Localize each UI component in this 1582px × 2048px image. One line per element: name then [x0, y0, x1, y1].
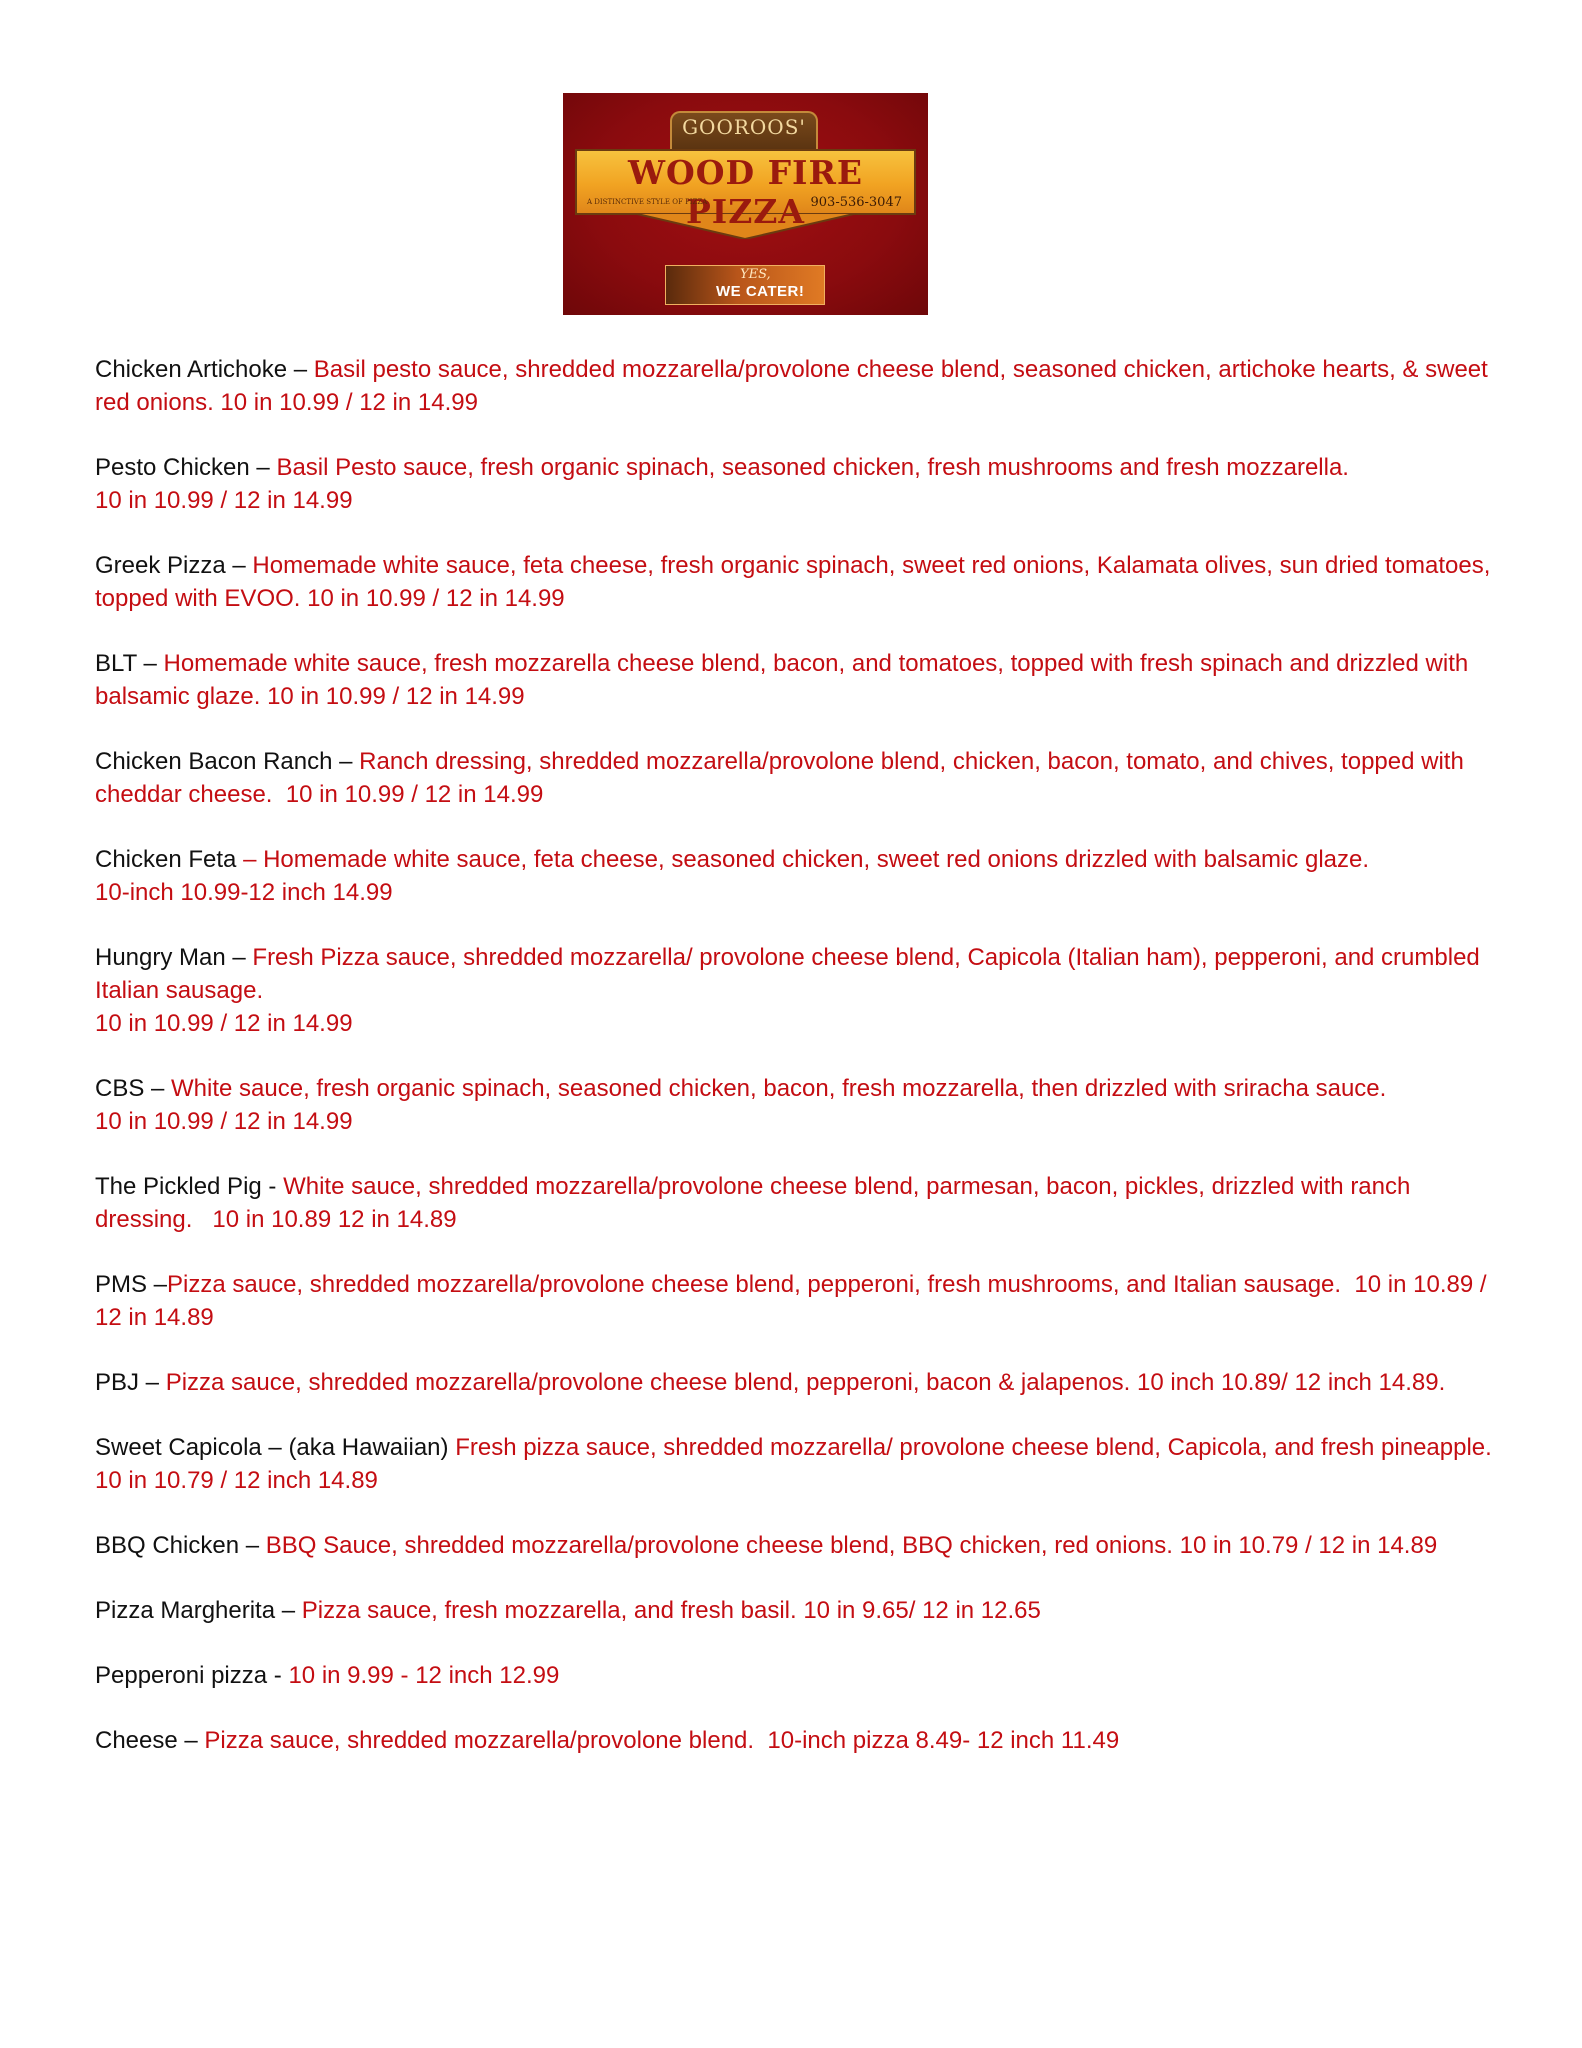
item-description: – Homemade white sauce, feta cheese, seasoned chicken, sweet red onions drizzled with balsamic glaze. — [243, 846, 1370, 873]
item-description: White sauce, fresh organic spinach, seasoned chicken, bacon, fresh mozzarella, then drizzled with sriracha sauce. — [171, 1075, 1387, 1102]
item-price: 10 in 10.99 / 12 in 14.99 — [267, 683, 525, 710]
item-price: 10 in 10.79 / 12 inch 14.89 — [95, 1467, 378, 1494]
logo-title: WOOD FIRE PIZZA — [627, 153, 864, 231]
menu-item — [95, 1724, 1495, 1757]
item-price: 10 inch 10.89/ 12 inch 14.89. — [1137, 1369, 1446, 1396]
item-name: Sweet Capicola – (aka Hawaiian) — [95, 1434, 456, 1461]
item-description: Pizza sauce, fresh mozzarella, and fresh basil. — [301, 1597, 804, 1624]
item-price: 10 in 10.89 12 in 14.89 — [212, 1206, 457, 1233]
item-price: 10 in 9.99 - 12 inch 12.99 — [288, 1662, 560, 1689]
item-price: 10 in 10.99 / 12 in 14.99 — [307, 585, 565, 612]
item-description: Basil pesto sauce, shredded mozzarella/provolone cheese blend, seasoned chicken, artichoke hearts, & sweet red onions. — [95, 356, 1495, 416]
item-price: 10-inch 10.99-12 inch 14.99 — [95, 879, 393, 906]
menu-item — [95, 1431, 1506, 1497]
item-name: BLT – — [95, 650, 164, 677]
catering-text: WE CATER! — [716, 283, 805, 300]
menu-item — [95, 1268, 1495, 1334]
item-price: 10 in 10.99 / 12 in 14.99 — [220, 389, 478, 416]
menu-item — [95, 1529, 1495, 1562]
menu-item — [95, 941, 1495, 1040]
item-description: White sauce, shredded mozzarella/provolone cheese blend, parmesan, bacon, pickles, drizzled with ranch dressing. — [95, 1173, 1418, 1233]
item-name: Pepperoni pizza - — [95, 1662, 289, 1689]
menu-item — [95, 647, 1495, 713]
item-name: PMS – — [95, 1271, 168, 1298]
menu-item — [95, 1659, 1495, 1692]
item-price: 10 in 9.65/ 12 in 12.65 — [803, 1597, 1041, 1624]
item-price: 10 in 10.99 / 12 in 14.99 — [95, 1010, 353, 1037]
logo-brand: GOOROOS' — [682, 115, 806, 139]
menu-item — [95, 745, 1495, 811]
item-name: Pizza Margherita – — [95, 1597, 302, 1624]
item-name: Chicken Bacon Ranch – — [95, 748, 360, 775]
item-name: Pesto Chicken – — [95, 454, 277, 481]
item-price: 10 in 10.99 / 12 in 14.99 — [95, 487, 353, 514]
item-description: BBQ Sauce, shredded mozzarella/provolone cheese blend, BBQ chicken, red onions. — [265, 1532, 1180, 1559]
menu-item — [95, 353, 1495, 419]
restaurant-logo — [563, 93, 928, 315]
item-name: Cheese – — [95, 1727, 205, 1754]
item-name: PBJ – — [95, 1369, 166, 1396]
item-price: 10 in 10.99 / 12 in 14.99 — [95, 1108, 353, 1135]
item-description: Fresh pizza sauce, shredded mozzarella/ provolone cheese blend, Capicola, and fresh pineapple. — [455, 1434, 1506, 1461]
menu-item — [95, 1594, 1495, 1627]
item-name: CBS – — [95, 1075, 172, 1102]
item-name: Greek Pizza – — [95, 552, 253, 579]
item-description: Ranch dressing, shredded mozzarella/provolone blend, chicken, bacon, tomato, and chives, topped with cheddar cheese. — [95, 748, 1471, 808]
menu-item — [95, 549, 1498, 615]
logo-tagline: A DISTINCTIVE STYLE OF PIZZA — [587, 198, 708, 206]
item-name: BBQ Chicken – — [95, 1532, 266, 1559]
logo-phone: 903-536-3047 — [810, 195, 902, 210]
item-description: Pizza sauce, shredded mozzarella/provolone blend. — [204, 1727, 768, 1754]
menu-item — [95, 1170, 1495, 1236]
item-description: Basil Pesto sauce, fresh organic spinach, seasoned chicken, fresh mushrooms and fresh mozzarella. — [276, 454, 1349, 481]
item-description: Homemade white sauce, feta cheese, fresh organic spinach, sweet red onions, Kalamata olives, sun dried tomatoes, topped with EVOO. — [95, 552, 1498, 612]
menu-item — [95, 1366, 1495, 1399]
item-price: 10-inch pizza 8.49- 12 inch 11.49 — [767, 1727, 1120, 1754]
item-price: 10 in 10.89 / 12 in 14.89 — [95, 1271, 1494, 1331]
menu-item — [95, 451, 1495, 517]
item-price: 10 in 10.99 / 12 in 14.99 — [285, 781, 544, 808]
item-description: Fresh Pizza sauce, shredded mozzarella/ provolone cheese blend, Capicola (Italian ham), pepperoni, and crumbled Italian sausage. — [95, 944, 1487, 1004]
menu-item — [95, 843, 1495, 909]
menu-item — [95, 1072, 1495, 1138]
catering-yes: YES, — [740, 267, 771, 282]
item-description: Homemade white sauce, fresh mozzarella cheese blend, bacon, and tomatoes, topped with fresh spinach and drizzled with balsamic glaze. — [95, 650, 1475, 710]
item-name: Chicken Feta — [95, 846, 244, 873]
item-name: The Pickled Pig - — [95, 1173, 284, 1200]
item-price: 10 in 10.79 / 12 in 14.89 — [1179, 1532, 1438, 1559]
item-description: Pizza sauce, shredded mozzarella/provolone cheese blend, pepperoni, fresh mushrooms, and Italian sausage. — [167, 1271, 1355, 1298]
catering-badge — [665, 265, 825, 305]
item-name: Hungry Man – — [95, 944, 253, 971]
item-description: Pizza sauce, shredded mozzarella/provolone cheese blend, pepperoni, bacon & jalapenos. — [165, 1369, 1137, 1396]
pizza-menu-list — [95, 353, 1506, 1789]
item-name: Chicken Artichoke – — [95, 356, 314, 383]
